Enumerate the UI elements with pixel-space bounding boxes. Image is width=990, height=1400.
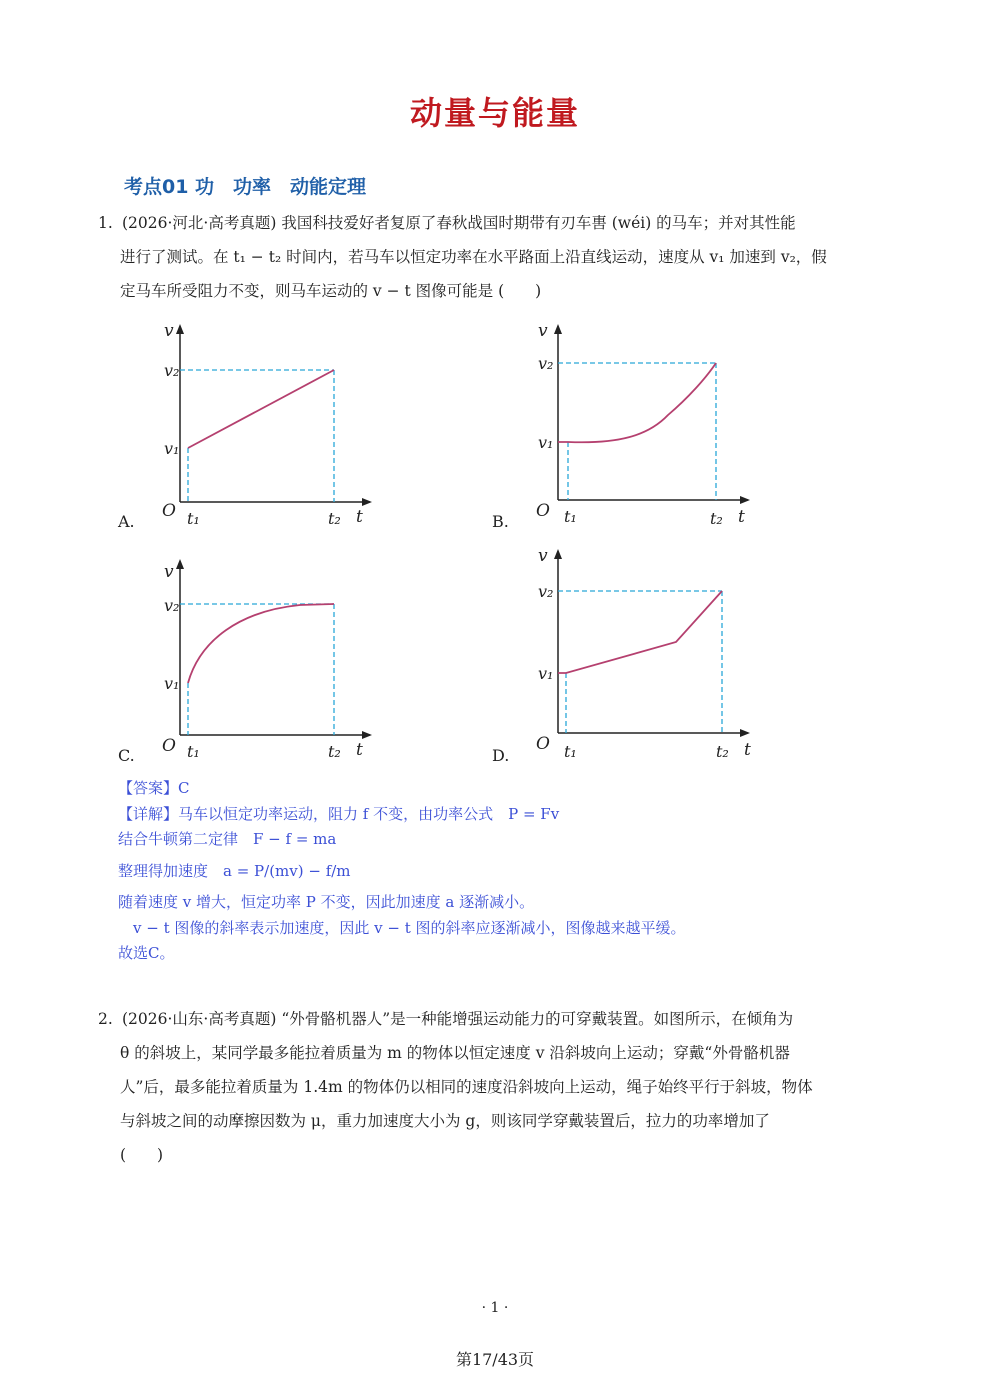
answer-line: 【答案】C (118, 779, 190, 797)
origin-label: O (536, 734, 550, 754)
page-count: 第17/43页 (455, 1350, 535, 1369)
axis-label-t: t (356, 740, 363, 760)
axis-label-t: t (356, 507, 363, 527)
vt-curve (558, 591, 722, 673)
tick-label-v1: v₁ (164, 674, 180, 693)
origin-label: O (162, 501, 176, 521)
graph-option-a (150, 320, 380, 540)
tick-label-t2: t₂ (716, 742, 729, 761)
tick-label-t1: t₁ (187, 509, 200, 528)
explanation-line: 【详解】马车以恒定功率运动，阻力 f 不变，由功率公式 P = Fv (118, 804, 560, 823)
question-number: 2. (98, 1010, 113, 1028)
tick-label-t2: t₂ (328, 509, 341, 528)
origin-label: O (162, 736, 176, 756)
vt-curve (188, 604, 334, 683)
question-number: 1. (98, 214, 113, 232)
tick-label-v1: v₁ (538, 433, 554, 452)
page-title: 动量与能量 (409, 94, 580, 132)
explanation-line: 整理得加速度 a = P/(mv) − f/m (118, 861, 351, 880)
question-line: (2026·山东·高考真题) “外骨骼机器人”是一种能增强运动能力的可穿戴装置。如图所示，在倾角为 (122, 1010, 794, 1028)
explanation-line: v − t 图像的斜率表示加速度，因此 v − t 图的斜率应逐渐减小，图像越来越平缓。 (118, 918, 686, 937)
tick-label-v2: v₂ (164, 596, 180, 615)
answer-block (118, 776, 818, 967)
axis-label-t: t (744, 740, 751, 760)
axis-label-v: v (164, 562, 174, 582)
question-1 (98, 206, 908, 308)
tick-label-v2: v₂ (164, 361, 180, 380)
origin-label: O (536, 501, 550, 521)
graph-option-b (528, 320, 758, 540)
vt-curve (558, 363, 716, 442)
tick-label-v2: v₂ (538, 354, 554, 373)
question-line: 定马车所受阻力不变，则马车运动的 v − t 图像可能是 ( ) (120, 282, 542, 300)
question-line: 进行了测试。在 t₁ − t₂ 时间内，若马车以恒定功率在水平路面上沿直线运动，速度从 v₁ 加速到 v₂，假 (120, 248, 827, 266)
tick-label-t1: t₁ (564, 742, 577, 761)
question-line: 与斜坡之间的动摩擦因数为 μ，重力加速度大小为 g，则该同学穿戴装置后，拉力的功率增加了 (120, 1112, 770, 1130)
vt-curve (188, 370, 334, 448)
page-marker: · 1 · (481, 1300, 509, 1316)
question-line: θ 的斜坡上，某同学最多能拉着质量为 m 的物体以恒定速度 v 沿斜坡向上运动；穿戴“外骨骼机器 (120, 1044, 790, 1062)
option-d-label[interactable]: D. (492, 746, 510, 765)
graph-option-c (150, 555, 380, 775)
explanation-line: 结合牛顿第二定律 F − f = ma (118, 830, 337, 848)
option-b-label[interactable]: B. (492, 512, 509, 531)
tick-label-v1: v₁ (538, 664, 554, 683)
tick-label-v1: v₁ (164, 439, 180, 458)
question-line: 人”后，最多能拉着质量为 1.4m 的物体仍以相同的速度沿斜坡向上运动，绳子始终平行于斜坡，物体 (120, 1078, 813, 1096)
explanation-line: 随着速度 v 增大，恒定功率 P 不变，因此加速度 a 逐渐减小。 (118, 893, 535, 911)
option-a-label[interactable]: A. (118, 512, 135, 531)
question-line: ( ) (120, 1146, 164, 1164)
tick-label-v2: v₂ (538, 582, 554, 601)
tick-label-t1: t₁ (187, 742, 200, 761)
tick-label-t1: t₁ (564, 507, 577, 526)
axis-label-v: v (164, 321, 174, 341)
graph-option-d (528, 545, 758, 770)
section-heading: 考点01 功 功率 动能定理 (124, 176, 367, 198)
axis-label-v: v (538, 321, 548, 341)
tick-label-t2: t₂ (710, 509, 723, 528)
explanation-line: 故选C。 (118, 944, 175, 962)
tick-label-t2: t₂ (328, 742, 341, 761)
axis-label-t: t (738, 507, 745, 527)
axis-label-v: v (538, 546, 548, 566)
option-c-label[interactable]: C. (118, 746, 135, 765)
question-2 (98, 1002, 908, 1172)
question-line: (2026·河北·高考真题) 我国科技爱好者复原了春秋战国时期带有刃车軎 (wéi) 的马车；并对其性能 (122, 214, 796, 232)
